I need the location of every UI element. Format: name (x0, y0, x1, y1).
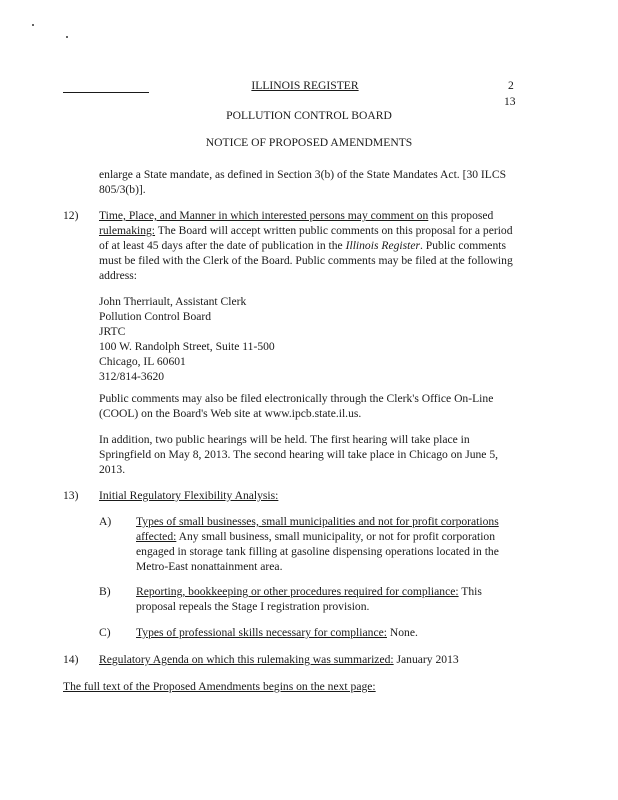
item-13b-line-2: proposal repeals the Stage I registration provision. (136, 600, 370, 613)
hearings-line-3: 2013. (99, 463, 126, 476)
continuation-line-1: enlarge a State mandate, as defined in Section 3(b) of the State Mandates Act. [30 ILCS (99, 168, 507, 181)
item-13a-heading-affected: affected: (136, 530, 177, 543)
item-12-line-3 (99, 238, 506, 253)
register-title: ILLINOIS REGISTER (251, 79, 359, 92)
item-13b-text: This (458, 585, 482, 598)
item-14-line (99, 652, 459, 667)
item-13a-line-4: Metro-East nonattainment area. (136, 560, 283, 573)
address-line: John Therriault, Assistant Clerk (99, 295, 247, 308)
address-line: 100 W. Randolph Street, Suite 11-500 (99, 340, 275, 353)
item-13b-line-1 (136, 584, 482, 599)
full-text-note: The full text of the Proposed Amendments begins on the next page: (63, 680, 376, 693)
notice-title: NOTICE OF PROPOSED AMENDMENTS (205, 136, 413, 149)
item-13c-heading: Types of professional skills necessary for compliance: (136, 626, 387, 639)
item-12-text: . Public comments (420, 239, 506, 252)
item-13c-line (136, 625, 418, 640)
address-line: 312/814-3620 (99, 370, 165, 383)
left-header-rule (63, 92, 149, 93)
hearings-line-2: Springfield on May 8, 2013. The second hearing will take place in Chicago on June 5, (99, 448, 499, 461)
item-12-heading-part1: Time, Place, and Manner in which interested persons may comment on (99, 209, 429, 222)
item-13a-line-2 (136, 529, 495, 544)
item-13a-line-1: Types of small businesses, small municipalities and not for profit corporations (136, 515, 499, 528)
item-12-text: of at least 45 days after the date of publication in the (99, 239, 346, 252)
item-13-number: 13) (63, 489, 79, 502)
clerk-address (99, 294, 275, 384)
item-14-heading: Regulatory Agenda on which this rulemaking was summarized: (99, 653, 394, 666)
page-number: 2 (508, 79, 514, 92)
illinois-register-italic: Illinois Register (345, 239, 420, 252)
address-line: JRTC (99, 325, 126, 338)
item-12-line-4: must be filed with the Clerk of the Board. Public comments may be filed at the following (99, 254, 513, 267)
item-12-line-2 (99, 223, 513, 238)
scan-speck (66, 36, 68, 38)
address-line: Pollution Control Board (99, 310, 212, 323)
item-13a-line-3: engaged in storage tank filling at gasoline dispensing operations located in the (136, 545, 499, 558)
agency-name: POLLUTION CONTROL BOARD (226, 109, 392, 122)
continuation-line-2: 805/3(b)]. (99, 183, 146, 196)
electronic-filing-line-2: (COOL) on the Board's Web site at www.ipcb.state.il.us. (99, 407, 362, 420)
electronic-filing-line-1: Public comments may also be filed electronically through the Clerk's Office On-Line (99, 392, 494, 405)
item-12-number: 12) (63, 209, 79, 222)
item-12-heading-tail: this proposed (431, 209, 494, 222)
item-12-line-1 (99, 208, 493, 223)
item-13c-label: C) (99, 626, 111, 639)
item-14-number: 14) (63, 653, 79, 666)
scan-speck (32, 24, 34, 26)
item-13a-text: Any small business, small municipality, or not for profit corporation (176, 530, 496, 543)
item-12-text: The Board will accept written public comments on this proposal for a period (155, 224, 513, 237)
item-13-heading: Initial Regulatory Flexibility Analysis: (99, 489, 279, 502)
address-line: Chicago, IL 60601 (99, 355, 186, 368)
item-12-heading-rulemaking: rulemaking: (99, 224, 156, 237)
volume-number: 13 (504, 95, 516, 108)
item-12-line-5: address: (99, 269, 137, 282)
item-13c-text: None. (386, 626, 418, 639)
item-13b-heading: Reporting, bookkeeping or other procedures required for compliance: (136, 585, 459, 598)
item-14-text: January 2013 (393, 653, 459, 666)
item-13b-label: B) (99, 585, 111, 598)
item-13a-label: A) (99, 515, 112, 528)
hearings-line-1: In addition, two public hearings will be held. The first hearing will take place in (99, 433, 470, 446)
